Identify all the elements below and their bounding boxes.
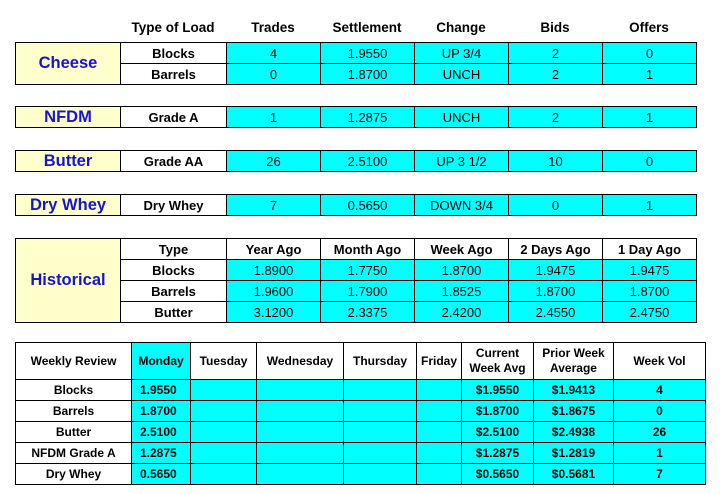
weekly-blocks-wednesday [257, 380, 344, 401]
weekly-dry-whey-prior-avg: $0.5681 [534, 464, 614, 485]
weekly-nfdm-prior-avg: $1.2819 [534, 443, 614, 464]
dry-whey-table [15, 194, 697, 216]
historical-barrels-week-ago: 1.8525 [415, 281, 509, 302]
historical-barrels-year-ago: 1.9600 [227, 281, 321, 302]
weekly-row [16, 422, 706, 443]
weekly-row [16, 464, 706, 485]
weekly-barrels-week-vol: 0 [614, 401, 706, 422]
weekly-blocks-prior-avg: $1.9413 [534, 380, 614, 401]
historical-header-2-days-ago: 2 Days Ago [509, 239, 603, 260]
weekly-butter-label: Butter [16, 422, 132, 443]
weekly-dry-whey-wednesday [257, 464, 344, 485]
butter-label: Butter [16, 151, 121, 172]
weekly-review-table [15, 342, 706, 485]
historical-barrels-1-day-ago: 1.8700 [603, 281, 697, 302]
weekly-barrels-current-avg: $1.8700 [462, 401, 534, 422]
historical-barrels-month-ago: 1.7900 [321, 281, 415, 302]
cheese-table [15, 42, 697, 85]
weekly-dry-whey-week-vol: 7 [614, 464, 706, 485]
weekly-dry-whey-thursday [344, 464, 417, 485]
header-offers: Offers [629, 20, 669, 35]
dry-whey-settlement: 0.5650 [321, 195, 415, 216]
weekly-header-thursday: Thursday [344, 343, 417, 380]
butter-trades: 26 [227, 151, 321, 172]
dry-whey-offers: 1 [603, 195, 697, 216]
nfdm-bids: 2 [509, 107, 603, 128]
historical-barrels-2-days-ago: 1.8700 [509, 281, 603, 302]
butter-offers: 0 [603, 151, 697, 172]
historical-header-type: Type [121, 239, 227, 260]
historical-blocks-type: Blocks [121, 260, 227, 281]
header-type-of-load: Type of Load [131, 20, 215, 35]
weekly-blocks-current-avg: $1.9550 [462, 380, 534, 401]
historical-butter-1-day-ago: 2.4750 [603, 302, 697, 323]
historical-header-week-ago: Week Ago [415, 239, 509, 260]
historical-blocks-1-day-ago: 1.9475 [603, 260, 697, 281]
historical-header-year-ago: Year Ago [227, 239, 321, 260]
weekly-header-week-vol: Week Vol [614, 343, 706, 380]
cheese-barrels-offers: 1 [603, 64, 697, 85]
weekly-butter-prior-avg: $2.4938 [534, 422, 614, 443]
weekly-blocks-week-vol: 4 [614, 380, 706, 401]
historical-header-1-day-ago: 1 Day Ago [603, 239, 697, 260]
weekly-header-current-week-avg: Current Week Avg [462, 343, 534, 380]
cheese-blocks-trades: 4 [227, 43, 321, 64]
weekly-nfdm-wednesday [257, 443, 344, 464]
weekly-row [16, 380, 706, 401]
weekly-nfdm-friday [417, 443, 462, 464]
weekly-row [16, 401, 706, 422]
historical-blocks-week-ago: 1.8700 [415, 260, 509, 281]
historical-butter-month-ago: 2.3375 [321, 302, 415, 323]
weekly-barrels-thursday [344, 401, 417, 422]
dry-whey-bids: 0 [509, 195, 603, 216]
weekly-barrels-friday [417, 401, 462, 422]
historical-barrels-type: Barrels [121, 281, 227, 302]
cheese-barrels-change: UNCH [415, 64, 509, 85]
dry-whey-label: Dry Whey [16, 195, 121, 216]
weekly-nfdm-tuesday [191, 443, 257, 464]
historical-butter-2-days-ago: 2.4550 [509, 302, 603, 323]
weekly-nfdm-monday: 1.2875 [132, 443, 191, 464]
nfdm-settlement: 1.2875 [321, 107, 415, 128]
cheese-barrels-trades: 0 [227, 64, 321, 85]
historical-table [15, 238, 697, 323]
weekly-barrels-prior-avg: $1.8675 [534, 401, 614, 422]
butter-table [15, 150, 697, 172]
cheese-barrels-bids: 2 [509, 64, 603, 85]
weekly-header-monday: Monday [132, 343, 191, 380]
weekly-butter-week-vol: 26 [614, 422, 706, 443]
weekly-dry-whey-current-avg: $0.5650 [462, 464, 534, 485]
cheese-blocks-offers: 0 [603, 43, 697, 64]
weekly-header-prior-week-average: Prior Week Average [534, 343, 614, 380]
weekly-barrels-label: Barrels [16, 401, 132, 422]
weekly-row [16, 443, 706, 464]
weekly-butter-friday [417, 422, 462, 443]
weekly-blocks-label: Blocks [16, 380, 132, 401]
weekly-header-tuesday: Tuesday [191, 343, 257, 380]
header-change: Change [436, 20, 486, 35]
weekly-dry-whey-friday [417, 464, 462, 485]
weekly-blocks-monday: 1.9550 [132, 380, 191, 401]
historical-header-month-ago: Month Ago [321, 239, 415, 260]
nfdm-table [15, 106, 697, 128]
butter-settlement: 2.5100 [321, 151, 415, 172]
weekly-butter-current-avg: $2.5100 [462, 422, 534, 443]
dry-whey-change: DOWN 3/4 [415, 195, 509, 216]
cheese-barrels-settlement: 1.8700 [321, 64, 415, 85]
dry-whey-type: Dry Whey [121, 195, 227, 216]
historical-blocks-2-days-ago: 1.9475 [509, 260, 603, 281]
weekly-barrels-wednesday [257, 401, 344, 422]
weekly-dry-whey-label: Dry Whey [16, 464, 132, 485]
butter-bids: 10 [509, 151, 603, 172]
weekly-blocks-thursday [344, 380, 417, 401]
weekly-header-review: Weekly Review [16, 343, 132, 380]
historical-label: Historical [16, 239, 121, 323]
historical-butter-week-ago: 2.4200 [415, 302, 509, 323]
nfdm-label: NFDM [16, 107, 121, 128]
weekly-header-friday: Friday [417, 343, 462, 380]
cheese-blocks-settlement: 1.9550 [321, 43, 415, 64]
weekly-butter-monday: 2.5100 [132, 422, 191, 443]
historical-blocks-year-ago: 1.8900 [227, 260, 321, 281]
nfdm-type: Grade A [121, 107, 227, 128]
weekly-barrels-monday: 1.8700 [132, 401, 191, 422]
nfdm-change: UNCH [415, 107, 509, 128]
weekly-header-wednesday: Wednesday [257, 343, 344, 380]
butter-change: UP 3 1/2 [415, 151, 509, 172]
weekly-nfdm-label: NFDM Grade A [16, 443, 132, 464]
weekly-butter-tuesday [191, 422, 257, 443]
weekly-dry-whey-monday: 0.5650 [132, 464, 191, 485]
nfdm-offers: 1 [603, 107, 697, 128]
weekly-blocks-friday [417, 380, 462, 401]
butter-type: Grade AA [121, 151, 227, 172]
nfdm-trades: 1 [227, 107, 321, 128]
cheese-blocks-type: Blocks [121, 43, 227, 64]
historical-butter-year-ago: 3.1200 [227, 302, 321, 323]
cheese-blocks-change: UP 3/4 [415, 43, 509, 64]
weekly-dry-whey-tuesday [191, 464, 257, 485]
cheese-barrels-type: Barrels [121, 64, 227, 85]
weekly-nfdm-week-vol: 1 [614, 443, 706, 464]
weekly-nfdm-thursday [344, 443, 417, 464]
cheese-label: Cheese [16, 43, 121, 85]
historical-butter-type: Butter [121, 302, 227, 323]
cheese-blocks-bids: 2 [509, 43, 603, 64]
weekly-butter-wednesday [257, 422, 344, 443]
header-settlement: Settlement [332, 20, 402, 35]
dry-whey-trades: 7 [227, 195, 321, 216]
header-bids: Bids [540, 20, 570, 35]
weekly-butter-thursday [344, 422, 417, 443]
weekly-barrels-tuesday [191, 401, 257, 422]
header-trades: Trades [251, 20, 295, 35]
weekly-nfdm-current-avg: $1.2875 [462, 443, 534, 464]
historical-blocks-month-ago: 1.7750 [321, 260, 415, 281]
weekly-blocks-tuesday [191, 380, 257, 401]
